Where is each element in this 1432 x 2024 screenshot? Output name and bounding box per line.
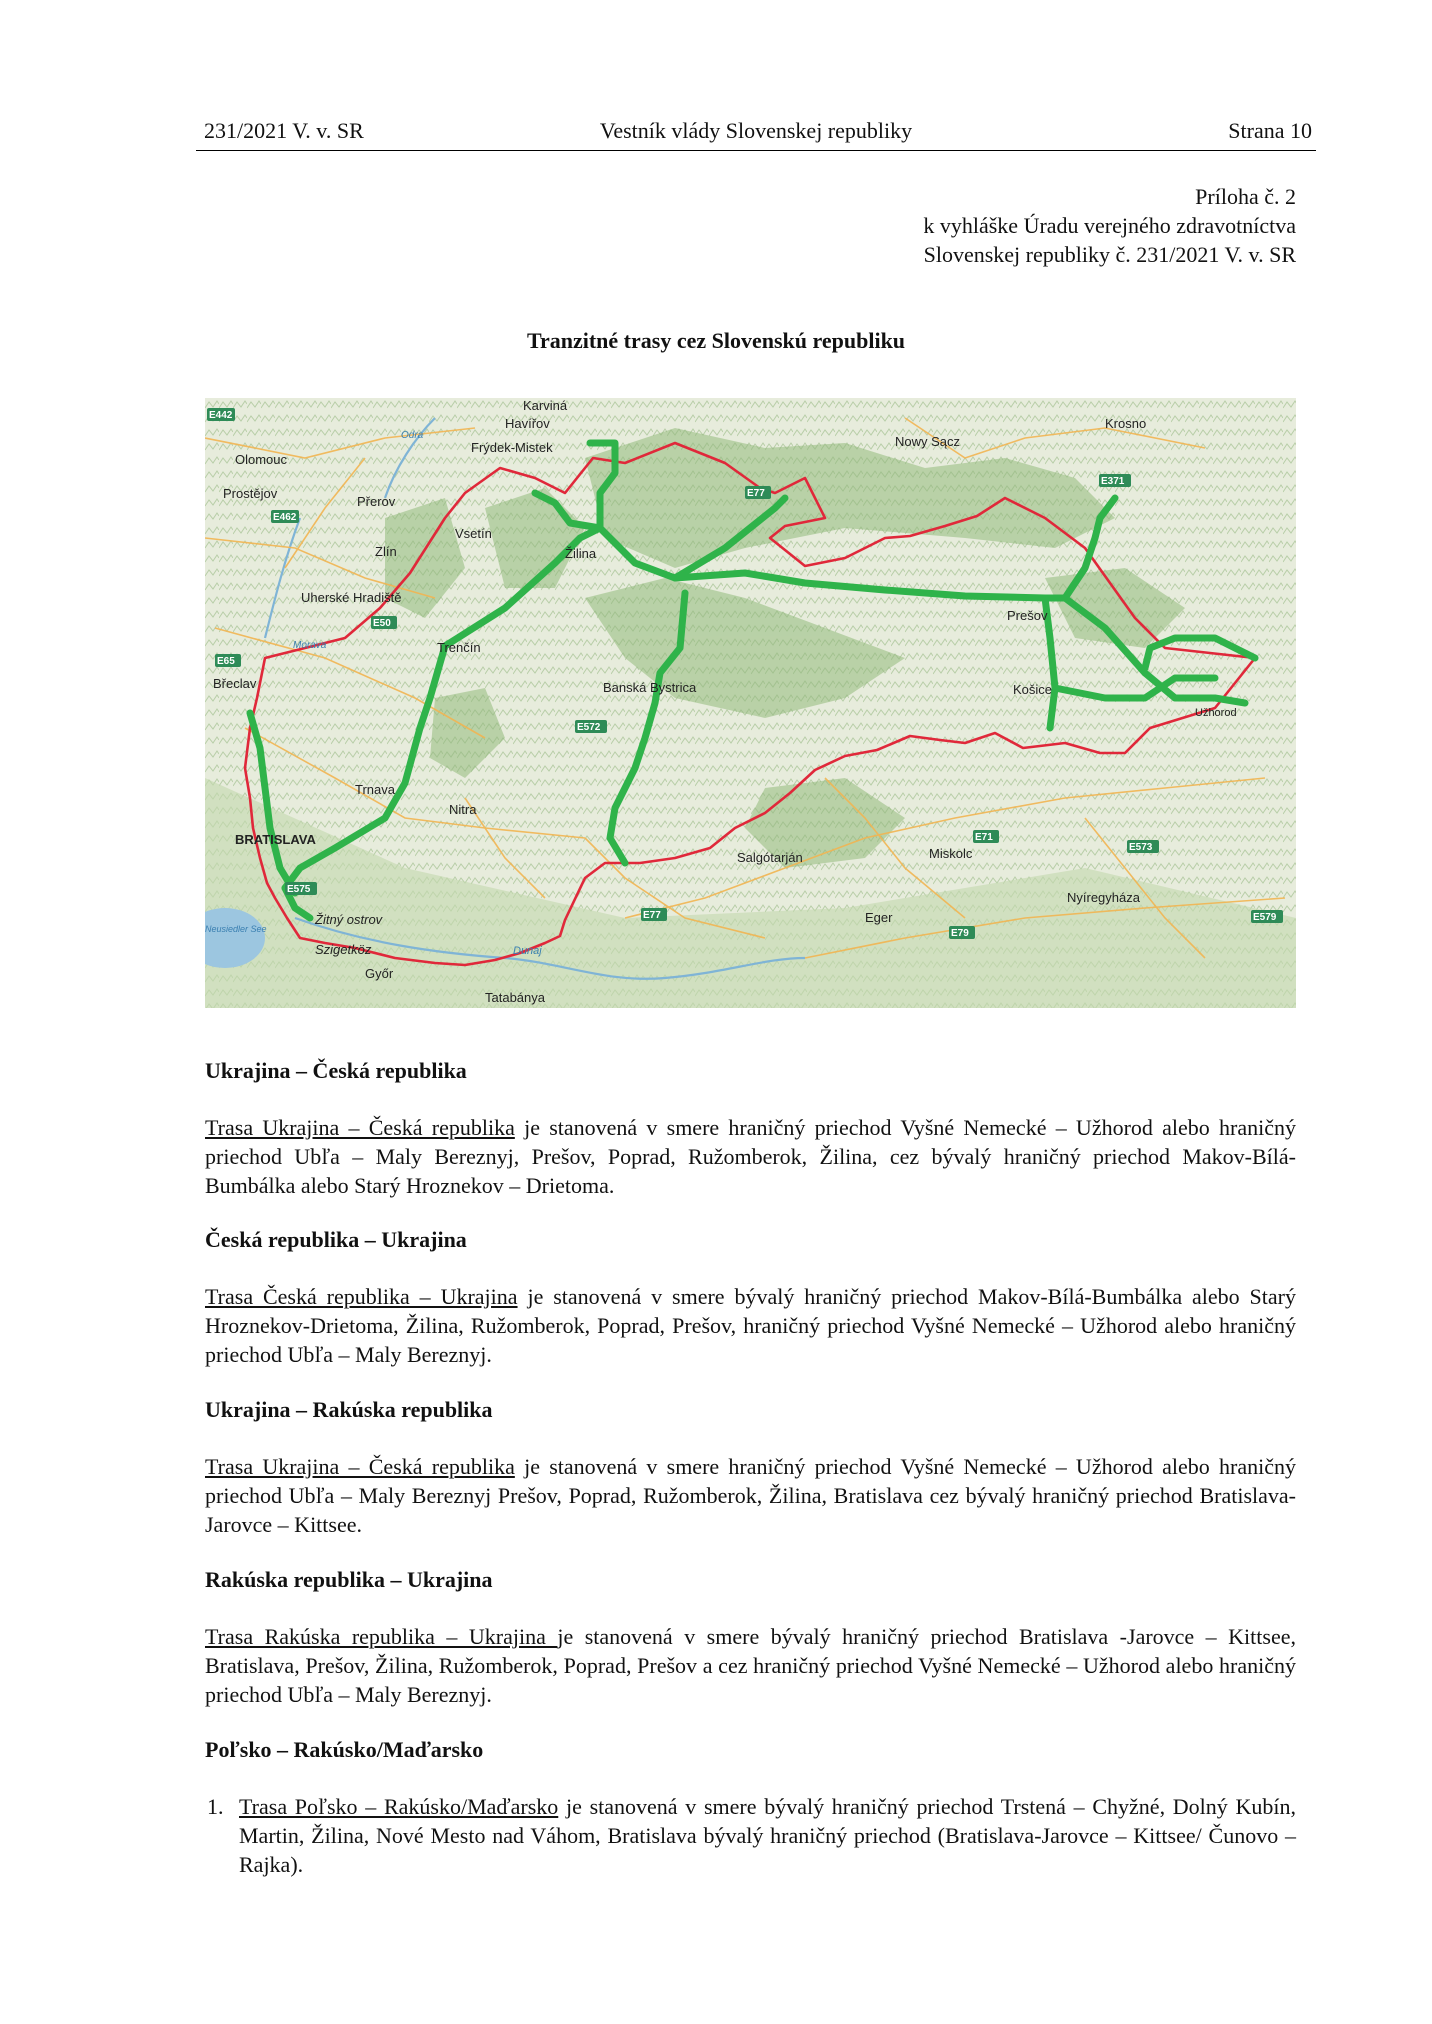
transit-route-map bbox=[205, 398, 1296, 1008]
shield-e575 bbox=[285, 882, 317, 895]
label-prerov: Přerov bbox=[357, 494, 396, 509]
label-odra: Odra bbox=[401, 430, 424, 441]
label-nyiregyhaza: Nyíregyháza bbox=[1067, 890, 1140, 905]
label-uhradiste: Uherské Hradiště bbox=[301, 590, 402, 605]
section-heading-ua-at: Ukrajina – Rakúska republika bbox=[205, 1397, 493, 1422]
label-morava: Morava bbox=[293, 640, 327, 651]
route-link-ua-cz: Trasa Ukrajina – Česká republika bbox=[205, 1115, 515, 1140]
route-list-item-1 bbox=[205, 1792, 1296, 1879]
annex-line-3: Slovenskej republiky č. 231/2021 V. v. SR bbox=[923, 242, 1296, 267]
section-heading-pl-at-hu: Poľsko – Rakúsko/Maďarsko bbox=[205, 1737, 484, 1762]
label-kosice: Košice bbox=[1013, 682, 1053, 697]
shield-e79 bbox=[949, 926, 975, 939]
label-prostejov: Prostějov bbox=[223, 486, 278, 501]
section-heading-cz-ua: Česká republika – Ukrajina bbox=[205, 1227, 467, 1252]
label-zlin: Zlín bbox=[375, 544, 397, 559]
header-page: Strana 10 bbox=[1228, 118, 1312, 143]
label-frydek: Frýdek-Mistek bbox=[471, 440, 553, 455]
label-szigetkoz: Szigetköz bbox=[315, 942, 372, 957]
list-item-body bbox=[239, 1792, 1296, 1879]
svg-text:E572: E572 bbox=[577, 722, 601, 733]
label-neusiedler: Neusiedler See bbox=[205, 924, 267, 934]
route-link-ua-at: Trasa Ukrajina – Česká republika bbox=[205, 1454, 515, 1479]
section-paragraph-ua-at bbox=[205, 1452, 1296, 1539]
label-karvina: Karviná bbox=[523, 398, 568, 413]
route-text-ua-cz: je stanovená v smere hraničný priechod Vyšné Nemecké – Užhorod alebo hraničný priechod Ubľa – Maly Bereznyj, Prešov, Poprad, Ružomberok, Žilina, cez bývalý hraničný priechod Makov-Bílá-Bumbálka alebo Starý Hroznekov – Drietoma. bbox=[205, 1115, 1296, 1198]
route-link-cz-ua: Trasa Česká republika – Ukrajina bbox=[205, 1284, 518, 1309]
route-link-at-ua: Trasa Rakúska republika – Ukrajina bbox=[205, 1624, 558, 1649]
route-text-at-ua: je stanovená v smere bývalý hraničný priechod Bratislava -Jarovce – Kittsee, Bratislava, Prešov, Žilina, Ružomberok, Poprad, Prešov a cez hraničný priechod Vyšné Nemecké – Užhorod alebo hraničný priechod Ubľa – Maly Bereznyj. bbox=[205, 1624, 1296, 1707]
svg-text:E573: E573 bbox=[1129, 842, 1153, 853]
annex-line-2: k vyhláške Úradu verejného zdravotníctva bbox=[923, 213, 1296, 238]
annex-line-1: Príloha č. 2 bbox=[1195, 184, 1296, 209]
label-bbystrica: Banská Bystrica bbox=[603, 680, 697, 695]
shield-e579 bbox=[1251, 910, 1283, 923]
shield-e371 bbox=[1099, 474, 1131, 487]
label-salgotarjan: Salgótarján bbox=[737, 850, 803, 865]
annex-note bbox=[923, 182, 1296, 269]
svg-text:E71: E71 bbox=[975, 832, 993, 843]
label-zilina: Žilina bbox=[565, 546, 597, 561]
svg-text:E79: E79 bbox=[951, 928, 969, 939]
svg-text:E77: E77 bbox=[747, 488, 765, 499]
label-eger: Eger bbox=[865, 910, 893, 925]
shield-e50 bbox=[371, 616, 397, 629]
svg-text:E575: E575 bbox=[287, 884, 311, 895]
label-olomouc: Olomouc bbox=[235, 452, 288, 467]
svg-text:E50: E50 bbox=[373, 618, 391, 629]
header-issue: 231/2021 V. v. SR bbox=[204, 118, 364, 143]
svg-text:E462: E462 bbox=[273, 512, 297, 523]
label-zitny: Žitný ostrov bbox=[315, 912, 383, 927]
list-number: 1. bbox=[207, 1794, 224, 1819]
svg-text:E65: E65 bbox=[217, 656, 235, 667]
running-header bbox=[196, 116, 1316, 151]
route-text-ua-at: je stanovená v smere hraničný priechod Vyšné Nemecké – Užhorod alebo hraničný priechod Ubľa – Maly Bereznyj Prešov, Poprad, Ružomberok, Žilina, Bratislava cez bývalý hraničný priechod Bratislava-Jarovce – Kittsee. bbox=[205, 1454, 1296, 1537]
document-title: Tranzitné trasy cez Slovenskú republiku bbox=[526, 328, 906, 353]
svg-text:E579: E579 bbox=[1253, 912, 1277, 923]
svg-text:E442: E442 bbox=[209, 410, 233, 421]
route-text-pl-at-hu: je stanovená v smere bývalý hraničný priechod Trstená – Chyžné, Dolný Kubín, Martin, Žilina, Nové Mesto nad Váhom, Bratislava bývalý hraničný priechod (Bratislava-Jarovce – Kittsee/ Čunovo – Rajka). bbox=[239, 1794, 1296, 1877]
svg-text:E371: E371 bbox=[1101, 476, 1125, 487]
route-text-cz-ua: je stanovená v smere bývalý hraničný priechod Makov-Bílá-Bumbálka alebo Starý Hroznekov-Drietoma, Žilina, Ružomberok, Poprad, Prešov, hraničný priechod Vyšné Nemecké – Užhorod alebo hraničný priechod Ubľa – Maly Bereznyj. bbox=[205, 1284, 1296, 1367]
shield-e71 bbox=[973, 830, 999, 843]
shield-e572 bbox=[575, 720, 607, 733]
shield-e462 bbox=[271, 510, 299, 523]
label-trnava: Trnava bbox=[355, 782, 395, 797]
label-gyor: Győr bbox=[365, 966, 394, 981]
section-heading-ua-cz: Ukrajina – Česká republika bbox=[205, 1058, 467, 1083]
label-krosno: Krosno bbox=[1105, 416, 1147, 431]
label-presov: Prešov bbox=[1007, 608, 1048, 623]
label-breclav: Břeclav bbox=[213, 676, 257, 691]
shield-e65 bbox=[215, 654, 241, 667]
label-uzhorod: Užhorod bbox=[1195, 707, 1237, 719]
shield-e573 bbox=[1127, 840, 1159, 853]
label-tatabanya: Tatabánya bbox=[485, 990, 545, 1005]
label-miskolc: Miskolc bbox=[929, 846, 973, 861]
label-dunaj: Dunaj bbox=[513, 945, 542, 957]
header-journal: Vestník vlády Slovenskej republiky bbox=[599, 118, 913, 143]
label-havirov: Havířov bbox=[505, 416, 550, 431]
label-vsetin: Vsetín bbox=[455, 526, 492, 541]
shield-e77-south bbox=[641, 908, 667, 921]
shield-e442 bbox=[207, 408, 235, 421]
shield-e77-north bbox=[745, 486, 771, 499]
section-paragraph-ua-cz bbox=[205, 1113, 1296, 1200]
label-bratislava: BRATISLAVA bbox=[235, 832, 316, 847]
section-heading-at-ua: Rakúska republika – Ukrajina bbox=[205, 1567, 493, 1592]
label-trencin: Trenčín bbox=[437, 640, 481, 655]
label-nowysacz: Nowy Sącz bbox=[895, 434, 961, 449]
label-nitra: Nitra bbox=[449, 802, 477, 817]
section-paragraph-at-ua bbox=[205, 1622, 1296, 1709]
svg-text:E77: E77 bbox=[643, 910, 661, 921]
section-paragraph-cz-ua bbox=[205, 1282, 1296, 1369]
route-link-pl-at-hu: Trasa Poľsko – Rakúsko/Maďarsko bbox=[239, 1794, 559, 1819]
